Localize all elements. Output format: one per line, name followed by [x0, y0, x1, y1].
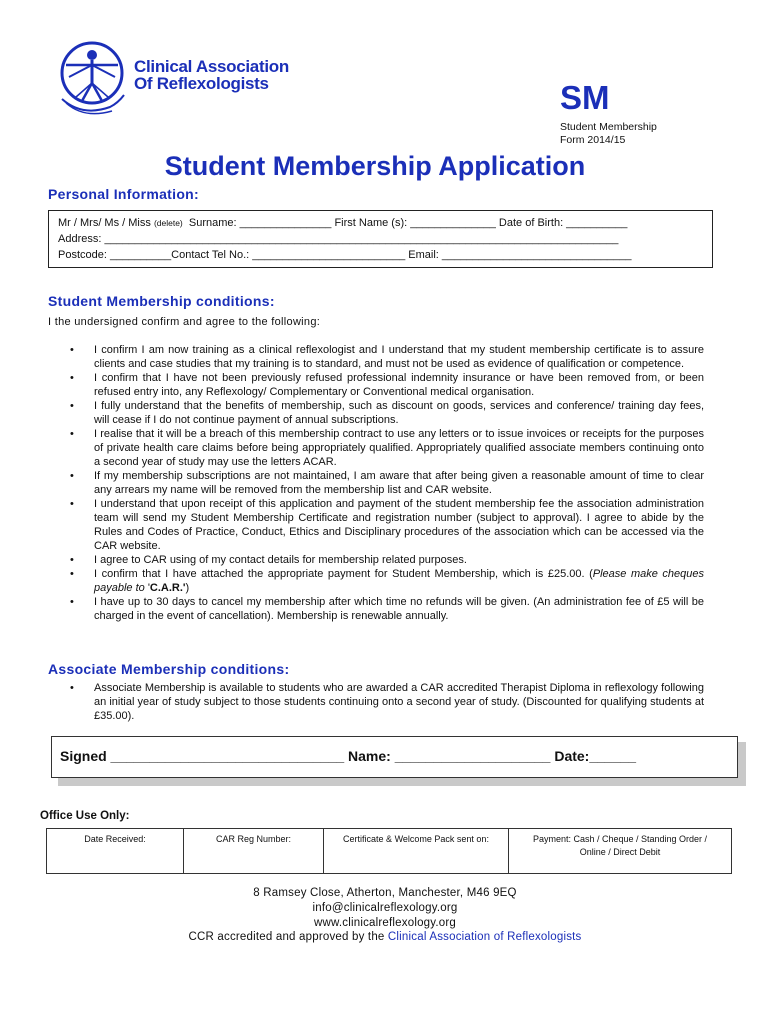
signature-fields[interactable]: Signed ______________________________ Name: ____________________ Date:______ [60, 748, 637, 764]
reflexology-figure-logo-icon [52, 37, 132, 117]
associate-conditions-heading: Associate Membership conditions: [48, 661, 290, 677]
form-ref-line2: Form 2014/15 [560, 133, 626, 146]
personal-info-line-names[interactable] [58, 216, 627, 230]
footer-website[interactable]: www.clinicalreflexology.org [314, 917, 456, 929]
office-cell-date-received: Date Received: [47, 829, 184, 873]
list-item: • If my membership subscriptions are not maintained, I am aware that after being given a reasonable amount of time to clear any arrears my name will be removed from the membership list and CAR website. [70, 470, 704, 496]
org-name-line1: Clinical Association [134, 57, 289, 76]
bullet: • [70, 554, 74, 566]
bullet: • [70, 498, 74, 510]
logo [52, 37, 132, 117]
bullet: • [70, 400, 74, 412]
form-code: SM [560, 79, 610, 116]
organisation-name [134, 58, 289, 92]
list-item: • I understand that upon receipt of this application and payment of the student membership fee the association administration team will send my Student Membership Certificate and registration number (subject to approval). I agree to abide by the Rules and Codes of Practice, Conduct, Ethics and Disciplinary procedures of the association which can be accessed via the CAR website. [70, 498, 704, 552]
office-use-table [46, 828, 732, 874]
title-options: Mr / Mrs/ Ms / Miss [58, 217, 154, 229]
bullet: • [70, 344, 74, 356]
bullet: • [70, 428, 74, 440]
list-item: • I confirm that I have not been previously refused professional indemnity insurance or have been removed from, or been refused entry into, any Reflexology/ Complementary or Conventional medical organisation. [70, 372, 704, 398]
name-dob-fields: Surname: _______________ First Name (s): ______________ Date of Birth: __________ [182, 217, 628, 229]
office-cell-car-reg: CAR Reg Number: [184, 829, 324, 873]
list-item: • I fully understand that the benefits of membership, such as discount on goods, services and conference/ training day fees, will cease if I do not continue payment of annual subscriptions. [70, 400, 704, 426]
delete-note: (delete) [153, 218, 183, 228]
list-item: • I agree to CAR using of my contact details for membership related purposes. [70, 554, 467, 566]
bullet: • [70, 568, 74, 580]
footer-accreditation: CCR accredited and approved by the Clinical Association of Reflexologists [188, 931, 582, 943]
list-item: • Associate Membership is available to students who are awarded a CAR accredited Therapist Diploma in reflexology following an initial year of study subject to those students continuing onto a second year of study. (Discounted for qualifying students at £35.00). [70, 682, 704, 722]
personal-info-line-contact[interactable]: Postcode: __________Contact Tel No.: _________________________ Email: _______________________________ [58, 249, 632, 261]
office-cell-payment: Payment: Cash / Cheque / Standing Order / Online / Direct Debit [532, 834, 708, 857]
list-item: • I have up to 30 days to cancel my membership after which time no refunds will be given. (An administration fee of £5 will be charged in the event of cancellation). Membership is renewable annually. [70, 596, 704, 622]
conditions-intro: I the undersigned confirm and agree to the following: [48, 316, 321, 328]
org-name-line2: Of Reflexologists [134, 74, 269, 93]
bullet: • [70, 596, 74, 608]
accreditation-link[interactable]: Clinical Association of Reflexologists [387, 931, 582, 943]
associate-conditions-list [0, 681, 770, 723]
student-conditions-list [0, 343, 770, 623]
office-use-title: Office Use Only: [40, 810, 130, 822]
form-reference [560, 121, 657, 146]
personal-info-heading: Personal Information: [48, 186, 199, 202]
list-item: • I realise that it will be a breach of this membership contract to use any letters or to issue invoices or receipts for the purposes of private health care claims before being appropriately qualified. Appropriately qualified associate members continuing onto a second year of study may use the letters ACAR. [70, 428, 704, 468]
bullet: • [70, 372, 74, 384]
student-conditions-heading: Student Membership conditions: [48, 293, 275, 309]
bullet: • [70, 470, 74, 482]
list-item-payment: • I confirm that I have attached the appropriate payment for Student Membership, which is £25.00. (Please make cheques payable to 'C.A.R.') [70, 568, 704, 594]
list-item: • I confirm I am now training as a clinical reflexologist and I understand that my student membership certificate is to assure clients and case studies that my training is to standard, and must not be used as evidence of qualification or competence. [70, 344, 704, 370]
office-cell-certificate: Certificate & Welcome Pack sent on: [324, 829, 509, 873]
personal-info-line-address[interactable]: Address: ____________________________________________________________________________________ [58, 233, 619, 245]
page-title: Student Membership Application [164, 151, 586, 181]
form-ref-line1: Student Membership [560, 121, 657, 133]
bullet: • [70, 682, 74, 694]
footer-address: 8 Ramsey Close, Atherton, Manchester, M46 9EQ [253, 887, 517, 899]
footer-email[interactable]: info@clinicalreflexology.org [312, 902, 458, 914]
